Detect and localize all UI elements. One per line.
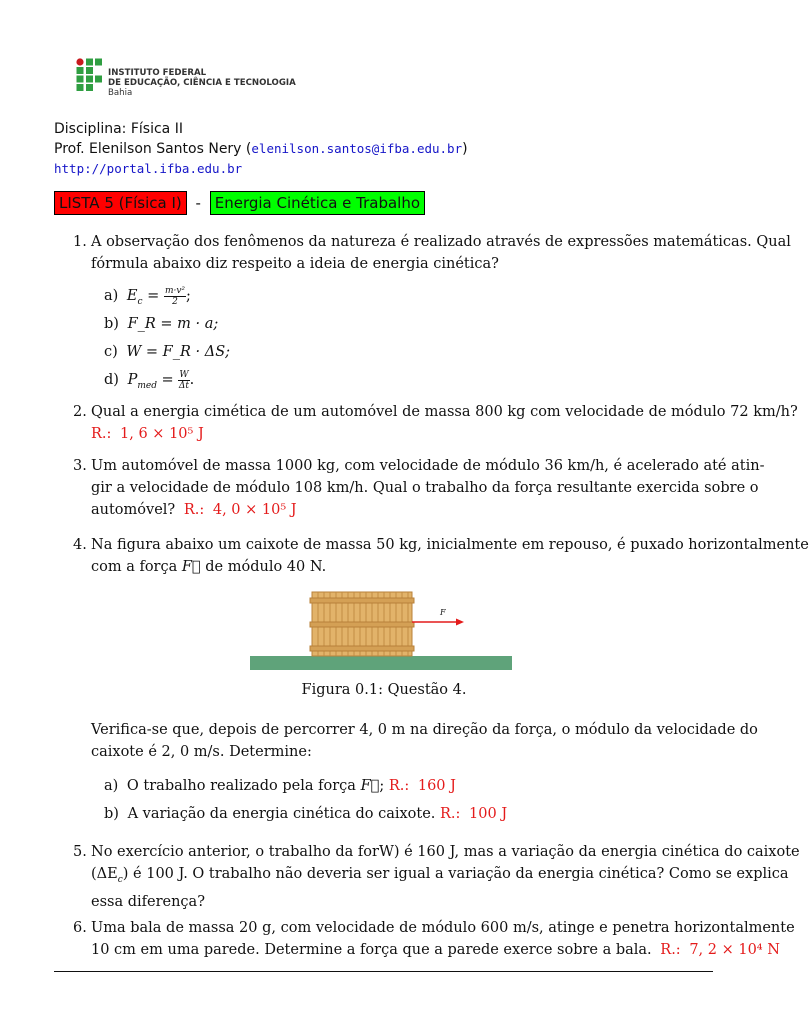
institution-name (108, 68, 296, 98)
discipline: Disciplina: Física II (54, 121, 183, 137)
question-text: fórmula abaixo diz respeito a ideia de energia cinética? (91, 256, 499, 272)
question-text: Qual a energia cimética de um automóvel de massa 800 kg com velocidade de módulo 72 km/h? (91, 404, 798, 420)
question-text: automóvel? (91, 502, 176, 518)
answer-value: 1, 6 × 10⁵ J (120, 426, 204, 442)
question-text: Na figura abaixo um caixote de massa 50 kg, inicialmente em repouso, é puxado horizontalmente (91, 537, 809, 553)
figure-caption: Figura 0.1: Questão 4. (301, 682, 467, 698)
q1-option-a (104, 285, 191, 313)
portal-link[interactable]: http://portal.ifba.edu.br (54, 161, 243, 176)
question-text: Um automóvel de massa 1000 kg, com velocidade de módulo 36 km/h, é acelerado até atin- (91, 458, 765, 474)
formula-fraction: $\frac{W}{\Delta t}$ (178, 369, 190, 391)
institution-line2: DE EDUCAÇÃO, CIÊNCIA E TECNOLOGIA (108, 78, 296, 88)
professor-name: Prof. Elenilson Santos Nery ( (54, 141, 252, 157)
sub-text: O trabalho realizado pela força (126, 778, 361, 794)
question-text: No exercício anterior, o trabalho da forW) é 160 J, mas a variação da energia cinética do caixote (91, 844, 800, 860)
question-number: 1. (73, 234, 87, 250)
paragraph-text: Verifica-se que, depois de percorrer 4, 0 m na direção da força, o módulo da velocidade do (91, 722, 758, 738)
sub-text: A variação da energia cinética do caixote. (127, 806, 436, 822)
q4-sub-b (104, 803, 507, 825)
question-text: de módulo 40 N. (200, 559, 327, 575)
ifba-logo (76, 58, 104, 92)
question-text: ) é 100 J. O trabalho não deveria ser igual a variação da energia cinética? Como se explica (122, 866, 789, 882)
topic-label: Energia Cinética e Trabalho (210, 191, 425, 215)
question-number: 2. (73, 404, 87, 420)
list-label: LISTA 5 (Física I) (54, 191, 187, 215)
footer-rule (54, 971, 713, 972)
answer-label: R.: (440, 806, 461, 822)
answer-value: 160 J (417, 778, 456, 794)
answer-label: R.: (660, 942, 681, 958)
question-text: com a força (91, 559, 182, 575)
force-label: F (440, 608, 446, 617)
crate-icon (310, 592, 414, 656)
option-label: d) (104, 372, 119, 388)
option-text: ; (186, 288, 191, 304)
crate-figure (250, 588, 512, 670)
question-text: (ΔE (91, 866, 118, 882)
institution-line1: INSTITUTO FEDERAL (108, 68, 207, 78)
logo-grid-icon (76, 58, 104, 92)
question-number: 6. (73, 920, 87, 936)
question-text: A observação dos fenômenos da natureza é realizado através de expressões matemáticas. Qual (91, 234, 791, 250)
q1-option-b (104, 313, 218, 335)
option-text: W = F_R · ΔS; (126, 344, 231, 360)
professor-email[interactable]: elenilson.santos@ifba.edu.br (251, 141, 463, 156)
answer-value: 7, 2 × 10⁴ N (689, 942, 780, 958)
answer (660, 942, 780, 958)
force-vector-symbol: F⃗ (181, 559, 201, 575)
professor-line (54, 139, 468, 159)
kinetic-energy-formula: $E_c$ = (126, 288, 164, 307)
answer (184, 502, 297, 518)
paragraph-text: caixote é 2, 0 m/s. Determine: (91, 744, 312, 760)
answer (91, 423, 723, 445)
option-text: F_R = m · a; (127, 316, 219, 332)
q4-paragraph (91, 719, 758, 763)
q4-sub-a: a) O trabalho realizado pela força F⃗; R.: 160 J (104, 778, 456, 794)
option-label: a) (104, 288, 119, 304)
answer-value: 100 J (469, 806, 508, 822)
question-text: 10 cm em uma parede. Determine a força que a parede exerce sobre a bala. (91, 942, 652, 958)
answer-label: R.: (388, 778, 410, 794)
option-text: . (189, 372, 195, 388)
option-label: b) (104, 316, 119, 332)
answer (389, 778, 456, 794)
institution-line3: Bahia (108, 88, 133, 98)
force-vector-symbol: F⃗ (360, 778, 380, 794)
course-info (54, 120, 468, 178)
q1-option-c (104, 341, 230, 363)
option-label: c) (104, 344, 118, 360)
list-title (54, 191, 425, 215)
answer (440, 806, 507, 822)
sub-label: a) (104, 778, 119, 794)
question-number: 3. (73, 458, 87, 474)
formula-fraction: $\frac{\text{m·v²}}{2}$ (164, 285, 186, 307)
answer-label: R.: (183, 502, 205, 518)
q1-option-d (104, 369, 194, 397)
question-text: Uma bala de massa 20 g, com velocidade de módulo 600 m/s, atinge e penetra horizontalmente (91, 920, 795, 936)
answer-label: R.: (91, 426, 112, 442)
power-formula: $P_{med}$ = (127, 372, 179, 391)
professor-suffix: ) (462, 141, 468, 157)
answer-value: 4, 0 × 10⁵ J (212, 502, 297, 518)
question-text: essa diferença? (91, 893, 205, 910)
question-text: gir a velocidade de módulo 108 km/h. Qual o trabalho da força resultante exercida sobre o (91, 480, 759, 496)
sub-label: b) (104, 806, 119, 822)
question-number: 5. (73, 844, 87, 860)
question-number: 4. (73, 537, 87, 553)
ground-icon (250, 656, 512, 670)
title-separator: - (195, 194, 201, 212)
